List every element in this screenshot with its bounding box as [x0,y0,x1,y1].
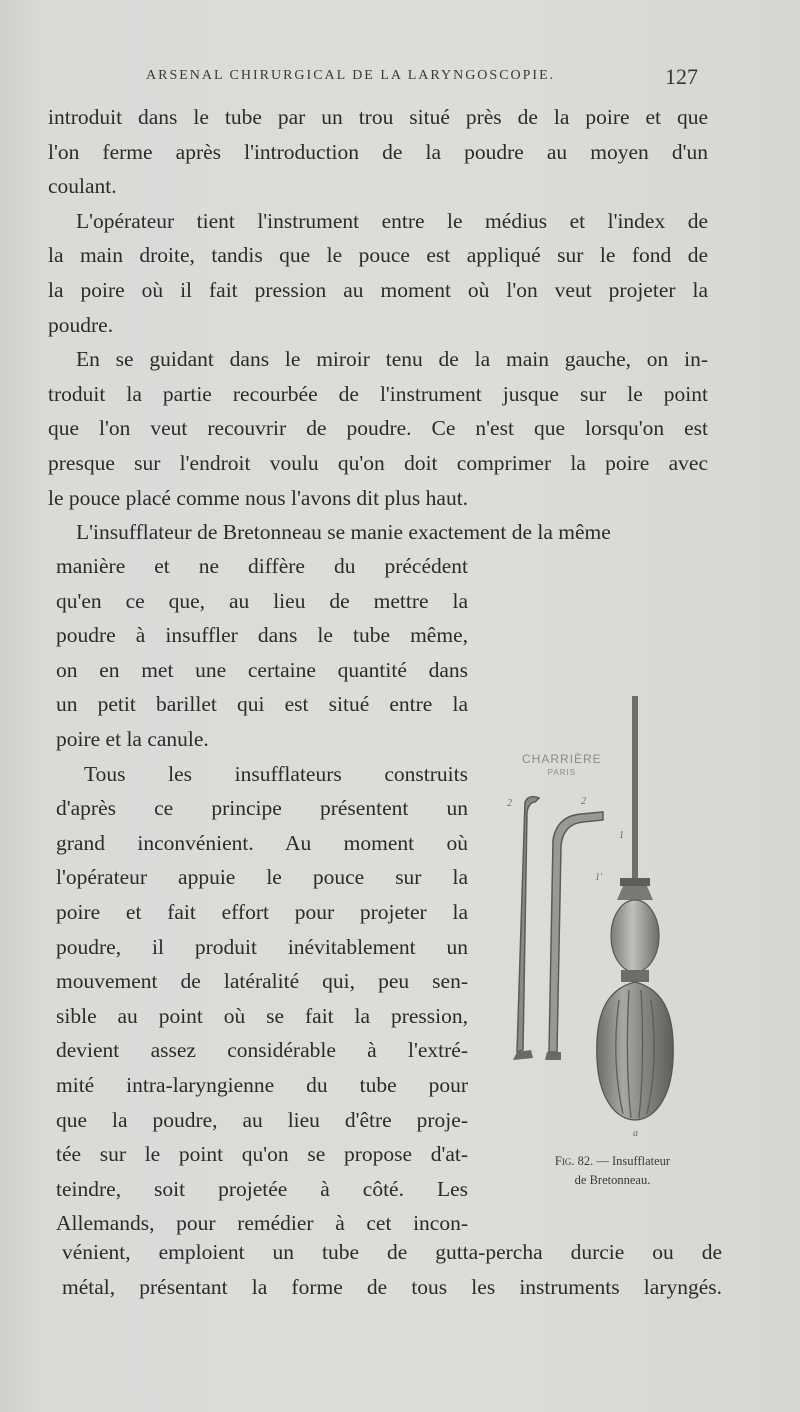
caption-label: Fig. 82. [554,1154,594,1168]
text-line: Tous les insufflateurs construits [84,761,468,786]
body-text-top [48,100,708,550]
text-line: le pouce placé comme nous l'avons dit plus haut. [48,485,469,510]
tube-collar [620,878,650,886]
text-line: poudre à insuffler dans le tube même, [56,623,468,648]
running-title: ARSENAL CHIRURGICAL DE LA LARYNGOSCOPIE. [146,68,556,83]
part-mark: 2 [507,798,512,809]
page-number: 127 [665,64,698,89]
part-mark: a [633,1128,638,1139]
barrel-neck [621,970,649,982]
text-line: L'opérateur tient l'instrument entre le médius et l'index de [76,208,708,233]
text-line: grand inconvénient. Au moment où [56,830,468,855]
text-line: coulant. [48,174,117,199]
text-line: l'opérateur appuie le pouce sur la [56,865,468,890]
maker-name: CHARRIÈRE [522,752,602,766]
figure-insufflateur [495,690,730,1210]
text-line: qu'en ce que, au lieu de mettre la [56,588,468,613]
text-line: poudre. [48,312,114,337]
text-line: la main droite, tandis que le pouce est appliqué sur le fond de [48,243,708,268]
text-line: introduit dans le tube par un trou situé près de la poire et que [48,105,708,129]
part-mark: 1 [619,830,624,841]
text-line: vénient, emploient un tube de gutta-percha durcie ou de [62,1240,722,1264]
text-line: métal, présentant la forme de tous les instruments laryngés. [62,1274,722,1299]
page-header [140,64,700,92]
cannula-2 [549,812,603,1052]
body-text-bottom [62,1235,722,1304]
insufflator-tube [632,696,638,884]
part-mark: 1' [595,872,603,883]
text-line: En se guidant dans le miroir tenu de la main gauche, on in- [76,347,708,372]
collar-lower [617,886,653,900]
text-line: poudre, il produit inévitablement un [56,934,468,959]
caption-line-2: de Bretonneau. [574,1173,651,1187]
body-text-beside-figure [56,549,468,1241]
text-line: l'on ferme après l'introduction de la poudre au moyen d'un [48,139,708,164]
text-line: devient assez considérable à l'extré- [56,1038,468,1063]
part-mark: 2 [581,796,586,807]
cannula-2-base [545,1052,561,1060]
text-line: poire et la canule. [56,726,209,751]
maker-city: PARIS [547,768,577,777]
text-line: presque sur l'endroit voulu qu'on doit comprimer la poire avec [48,450,708,475]
text-line: que la poudre, au lieu d'être proje- [56,1107,468,1132]
text-line: mouvement de latéralité qui, peu sen- [56,969,468,994]
text-line: troduit la partie recourbée de l'instrument jusque sur le point [48,381,708,406]
cannula-1 [517,797,539,1052]
figure-caption [495,1152,730,1190]
text-line: que l'on veut recouvrir de poudre. Ce n'est que lorsqu'on est [48,416,708,441]
text-line: Allemands, pour remédier à cet incon- [56,1211,468,1236]
text-line: un petit barillet qui est situé entre la [56,692,468,717]
text-line: L'insufflateur de Bretonneau se manie exactement de la même [76,520,611,545]
powder-barrel [611,900,659,972]
text-line: manière et ne diffère du précédent [56,554,468,578]
caption-title: — Insufflateur [596,1154,671,1168]
text-line: poire et fait effort pour projeter la [56,899,468,924]
rubber-bulb [597,982,674,1120]
maker-stamp [522,752,602,780]
text-line: mité intra-laryngienne du tube pour [56,1072,468,1097]
text-line: on en met une certaine quantité dans [56,657,468,682]
text-line: sible au point où se fait la pression, [56,1003,468,1028]
text-line: la poire où il fait pression au moment où l'on veut projeter la [48,277,708,302]
cannula-1-base [513,1050,533,1060]
text-line: tée sur le point qu'on se propose d'at- [56,1142,468,1167]
text-line: teindre, soit projetée à côté. Les [56,1176,468,1201]
text-line: d'après ce principe présentent un [56,796,468,821]
